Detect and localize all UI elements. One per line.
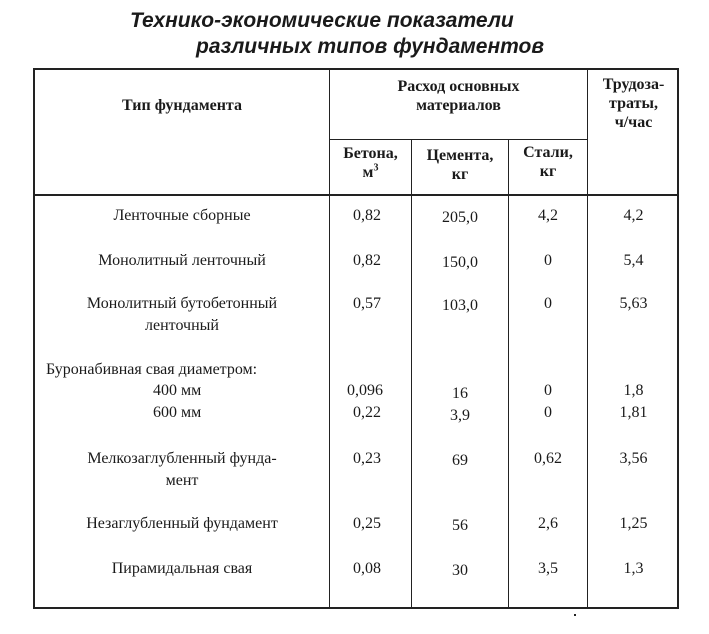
row-name: Мелкозаглубленный фунда- мент [87, 450, 277, 489]
cell-labor: 5,63 [619, 295, 648, 312]
row-name: 600 мм [153, 404, 202, 421]
cell-steel: 2,6 [538, 515, 558, 532]
cell-cement: 103,0 [442, 297, 478, 314]
cell-concrete: 0,82 [353, 252, 381, 269]
cell-labor: 1,25 [619, 515, 648, 532]
cell-labor: 1,8 [623, 382, 644, 399]
scan-artifact-dot [574, 614, 576, 616]
cell-concrete: 0,08 [353, 560, 381, 577]
header-cement: Цемента, кг [426, 147, 494, 183]
cell-steel: 0 [544, 404, 552, 421]
cell-cement: 56 [452, 517, 468, 534]
cell-steel: 0 [544, 295, 552, 312]
header-materials: Расход основных материалов [397, 78, 520, 114]
cell-concrete: 0,23 [353, 450, 381, 467]
row-name: Монолитный бутобетонный ленточный [86, 295, 278, 334]
title-line-1: Технико-экономические показатели [130, 9, 514, 32]
cell-labor: 1,81 [619, 404, 648, 421]
cell-cement: 69 [452, 452, 468, 469]
cell-steel: 0 [544, 382, 552, 399]
cell-labor: 1,3 [623, 560, 644, 577]
row-name: Ленточные сборные [113, 207, 251, 224]
cell-labor: 5,4 [623, 252, 644, 269]
cell-concrete: 0,22 [353, 404, 381, 421]
row-name: 400 мм [153, 382, 202, 399]
cell-steel: 0 [544, 252, 552, 269]
cell-cement: 30 [452, 562, 468, 579]
cell-cement: 16 [452, 385, 468, 402]
cell-steel: 3,5 [538, 560, 558, 577]
cell-concrete: 0,096 [347, 382, 383, 399]
cell-concrete: 0,57 [353, 295, 381, 312]
header-concrete: Бетона, $м^3$ [343, 145, 398, 181]
cell-labor: 3,56 [619, 450, 648, 467]
cell-concrete: 0,25 [353, 515, 381, 532]
row-name: Пирамидальная свая [111, 560, 253, 577]
header-steel: Стали, кг [523, 144, 573, 180]
cell-steel: 0,62 [534, 450, 562, 467]
header-subdivider [329, 139, 587, 140]
header-type: Тип фундамента [122, 97, 242, 114]
row-name: Монолитный ленточный [98, 252, 266, 269]
title-line-2: различных типов фундаментов [196, 35, 545, 58]
header-labor: Трудоза- траты, ч/час [602, 76, 665, 131]
cell-cement: 3,9 [450, 407, 470, 424]
cell-concrete: 0,82 [353, 207, 381, 224]
row-name: Незаглубленный фундамент [86, 515, 278, 532]
row-group-label: Буронабивная свая диаметром: [46, 361, 258, 378]
header-bottom-rule [33, 194, 679, 196]
cell-steel: 4,2 [538, 207, 558, 224]
cell-labor: 4,2 [623, 207, 644, 224]
cell-cement: 150,0 [442, 254, 478, 271]
cell-cement: 205,0 [442, 209, 478, 226]
